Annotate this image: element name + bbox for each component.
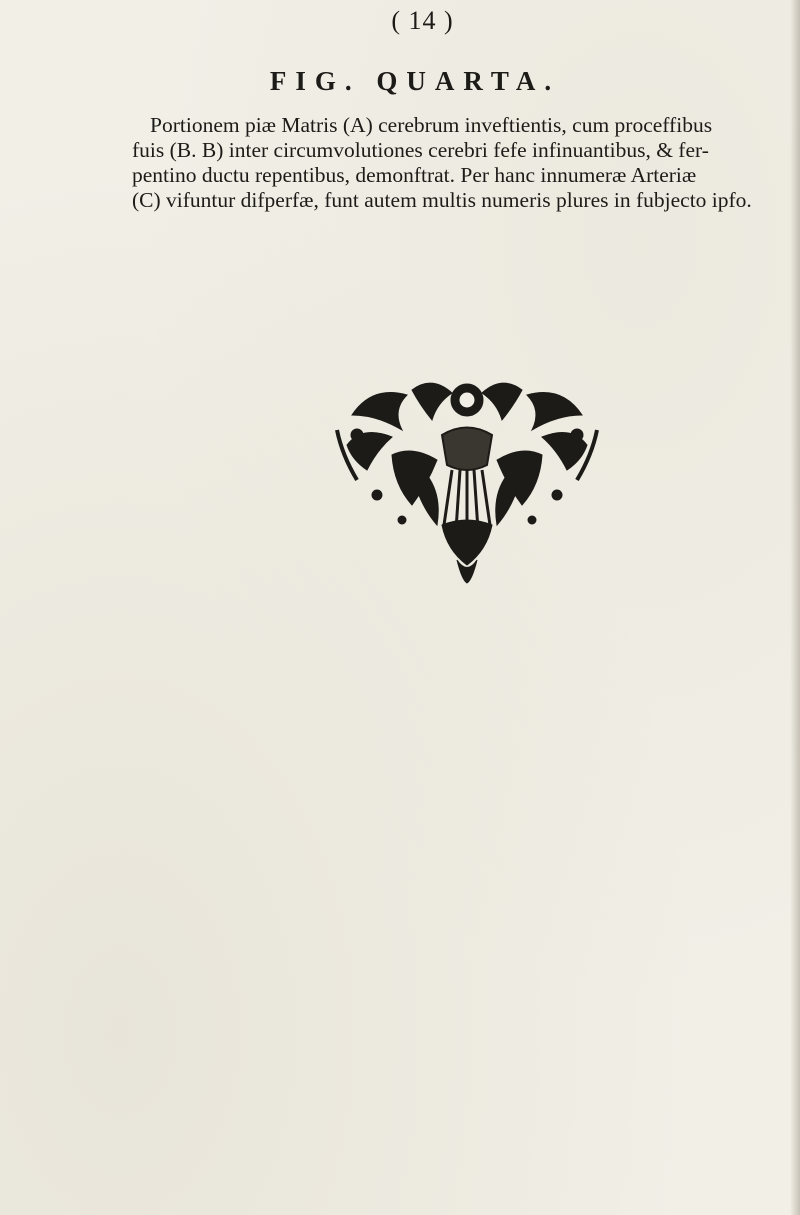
page-number-text: ( 14 )	[391, 6, 454, 35]
floral-tailpiece-icon	[332, 375, 602, 585]
figure-heading-text: FIG. QUARTA.	[269, 66, 561, 96]
description-line: (C) vifuntur difperfæ, funt autem multis numeris plures in fubjecto ipfo.	[132, 188, 752, 212]
page-number	[0, 6, 800, 36]
figure-description	[132, 113, 792, 213]
description-line: Portionem piæ Matris (A) cerebrum inveftientis, cum proceffibus	[150, 113, 713, 137]
figure-heading	[0, 66, 800, 97]
description-line: fuis (B. B) inter circumvolutiones cerebri fefe infinuantibus, & fer-	[132, 138, 709, 162]
description-line: pentino ductu repentibus, demonftrat. Per hanc innumeræ Arteriæ	[132, 163, 697, 187]
